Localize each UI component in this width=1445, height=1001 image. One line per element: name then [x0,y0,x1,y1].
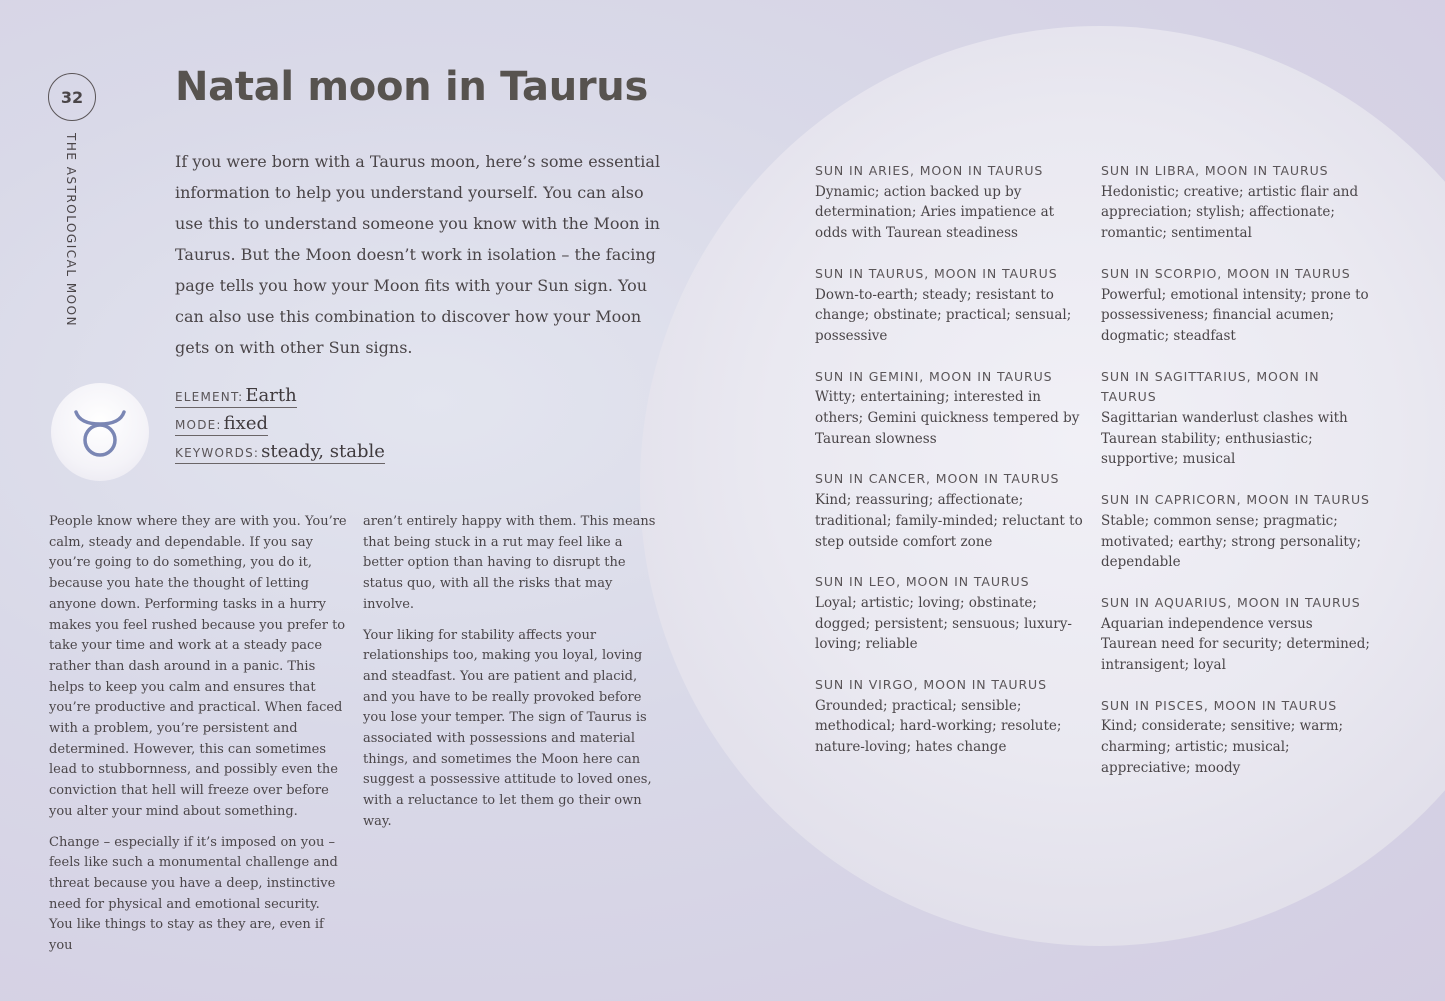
combination-heading: SUN IN ARIES, MOON IN TAURUS [815,163,1044,178]
combination-text: Dynamic; action backed up by determination; Aries impatience at odds with Taurean steadiness [815,183,1055,242]
attribute-element [175,383,297,408]
body-paragraph: People know where they are with you. You’re calm, steady and dependable. If you say you’re going to do something, you do it, because you hate the thought of letting anyone down. Performing tasks in a hurry makes you feel rushed because you prefer to take your time and work at a steady pace rather than dash around in a panic. This helps to keep you calm and ensures that you’re productive and practical. When faced with a problem, you’re persistent and determined. However, this can sometimes lead to stubbornness, and possibly even the conviction that hell will freeze over before you alter your mind about something. [49,514,347,819]
combination-text: Grounded; practical; sensible; methodical; hard-working; resolute; nature-loving; hates change [815,697,1062,756]
combination-item [815,161,1085,244]
combination-heading: SUN IN LEO, MOON IN TAURUS [815,574,1030,590]
page-number: 32 [48,73,96,121]
combination-heading: SUN IN GEMINI, MOON IN TAURUS [815,368,1053,384]
combination-text: Kind; considerate; sensitive; warm; charming; artistic; musical; appreciative; moody [1101,718,1344,776]
intro-paragraph: If you were born with a Taurus moon, here’s some essential information to help you understand yourself. You can also use this to understand someone you know with the Moon in Taurus. But the Moon doesn’t work in isolation – the facing page tells you how your Moon fits with your Sun sign. You can also use this combination to discover how your Moon gets on with other Sun signs. [175,152,661,357]
combination-item [1101,161,1371,244]
combination-heading: SUN IN PISCES, MOON IN TAURUS [1101,697,1338,713]
combination-heading: SUN IN SAGITTARIUS, MOON IN TAURUS [1101,368,1320,405]
combination-heading: SUN IN AQUARIUS, MOON IN TAURUS [1101,594,1361,610]
combination-item [815,367,1085,450]
attribute-value: Earth [245,385,297,406]
body-column-2 [363,512,661,843]
combination-item [1101,367,1371,471]
attribute-value: steady, stable [261,441,385,462]
taurus-icon [70,402,130,462]
combination-item [815,675,1085,758]
attribute-value: fixed [223,413,269,434]
combination-item [815,469,1085,552]
body-paragraph: aren’t entirely happy with them. This means that being stuck in a rut may feel like a better option than having to disrupt the status quo, with all the risks that may involve. [363,514,656,612]
combination-text: Hedonistic; creative; artistic flair and appreciation; stylish; affectionate; romantic; sentimental [1101,183,1359,242]
attribute-label: ELEMENT: [175,390,244,404]
combination-text: Powerful; emotional intensity; prone to possessiveness; financial acumen; dogmatic; steadfast [1101,286,1369,344]
combination-heading: SUN IN CANCER, MOON IN TAURUS [815,471,1060,487]
attribute-keywords [175,439,385,464]
combinations-column-left [815,161,1085,778]
attribute-label: KEYWORDS: [175,446,260,460]
sign-attributes [175,383,385,467]
combination-text: Aquarian independence versus Taurean need for security; determined; intransigent; loyal [1101,615,1370,674]
combination-text: Loyal; artistic; loving; obstinate; dogged; persistent; sensuous; luxury-loving; reliable [815,594,1072,653]
combination-heading: SUN IN VIRGO, MOON IN TAURUS [815,677,1047,693]
running-head: THE ASTROLOGICAL MOON [64,133,78,328]
combination-text: Kind; reassuring; affectionate; traditional; family-minded; reluctant to step outside comfort zone [815,492,1083,550]
combinations-column-right [1101,161,1371,799]
combination-item [1101,593,1371,676]
body-paragraph: Your liking for stability affects your relationships too, making you loyal, loving and steadfast. You are patient and placid, and you have to be really provoked before you lose your temper. The sign of Taurus is associated with possessions and material things, and sometimes the Moon here can suggest a possessive attitude to loved ones, with a reluctance to let them go their own way. [363,627,652,829]
page-title: Natal moon in Taurus [175,64,648,110]
combination-item [1101,264,1371,347]
attribute-mode [175,411,268,436]
combination-heading: SUN IN CAPRICORN, MOON IN TAURUS [1101,492,1370,508]
combination-heading: SUN IN LIBRA, MOON IN TAURUS [1101,163,1329,178]
combination-heading: SUN IN TAURUS, MOON IN TAURUS [815,265,1058,281]
attribute-label: MODE: [175,418,222,432]
combination-heading: SUN IN SCORPIO, MOON IN TAURUS [1101,265,1351,281]
combination-text: Witty; entertaining; interested in others; Gemini quickness tempered by Taurean slowness [815,389,1080,447]
combination-item [815,264,1085,347]
combination-text: Down-to-earth; steady; resistant to change; obstinate; practical; sensual; possessive [815,286,1072,344]
combination-item [1101,696,1371,779]
combination-text: Sagittarian wanderlust clashes with Taurean stability; enthusiastic; supportive; musical [1101,410,1348,468]
taurus-glyph-icon [51,383,149,481]
body-paragraph: Change – especially if it’s imposed on you – feels like such a monumental challenge and threat because you have a deep, instinctive need for physical and emotional security. You like things to stay as they are, even if you [49,834,338,954]
body-column-1 [49,512,347,967]
combination-item [815,572,1085,655]
combination-text: Stable; common sense; pragmatic; motivated; earthy; strong personality; dependable [1101,512,1362,571]
combination-item [1101,490,1371,573]
